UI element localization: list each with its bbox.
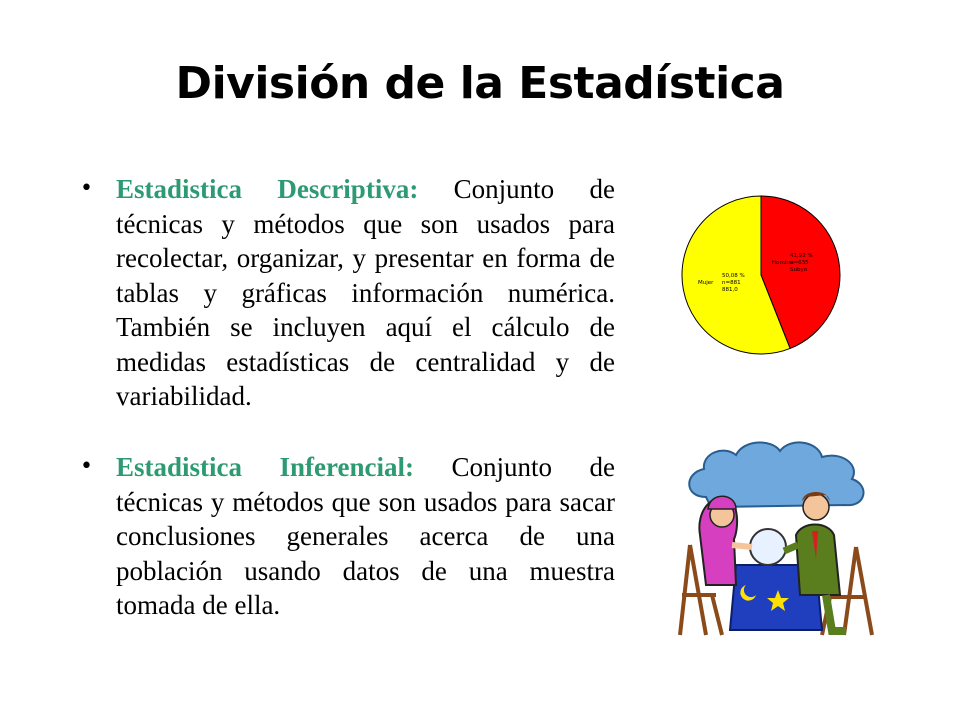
bullet-marker: •: [80, 176, 93, 201]
fortune-teller-illustration: [676, 435, 876, 640]
bullet-marker: •: [80, 454, 93, 479]
bullet-text: Conjunto de técnicas y métodos que son usados para sacar conclusiones generales acerca de una población usando datos de una muestra tomada de ella.: [116, 452, 616, 620]
pie-chart: [680, 194, 842, 356]
pie-data-label: n=635: [790, 260, 809, 266]
pie-data-label: n=881: [722, 280, 741, 286]
bullet-term: Estadistica Descriptiva:: [116, 174, 419, 204]
bullet-body: [116, 450, 615, 623]
pie-data-label: 41,92 %: [790, 253, 813, 259]
bullet-text: Conjunto de técnicas y métodos que son usados para recolectar, organizar, y presentar en forma de tablas y gráficas información numérica. También se incluyen aquí el cálculo de medidas estadísticas de centralidad y de variabilidad.: [116, 174, 615, 411]
bullet-term: Estadistica Inferencial:: [116, 452, 414, 482]
bullet-body: [116, 172, 615, 414]
pie-slice-label: Mujer: [698, 280, 714, 286]
pie-data-label: 881,0: [722, 287, 738, 293]
slide-title: División de la Estadística: [175, 58, 785, 109]
pie-data-label: 50,08 %: [722, 273, 745, 279]
pie-data-label: Subyo: [790, 267, 808, 273]
pie-slice-label: Hombre: [772, 260, 794, 266]
crystal-ball-icon: [750, 529, 786, 565]
bullet-inferencial: [80, 450, 615, 623]
bullet-descriptiva: [80, 172, 615, 414]
